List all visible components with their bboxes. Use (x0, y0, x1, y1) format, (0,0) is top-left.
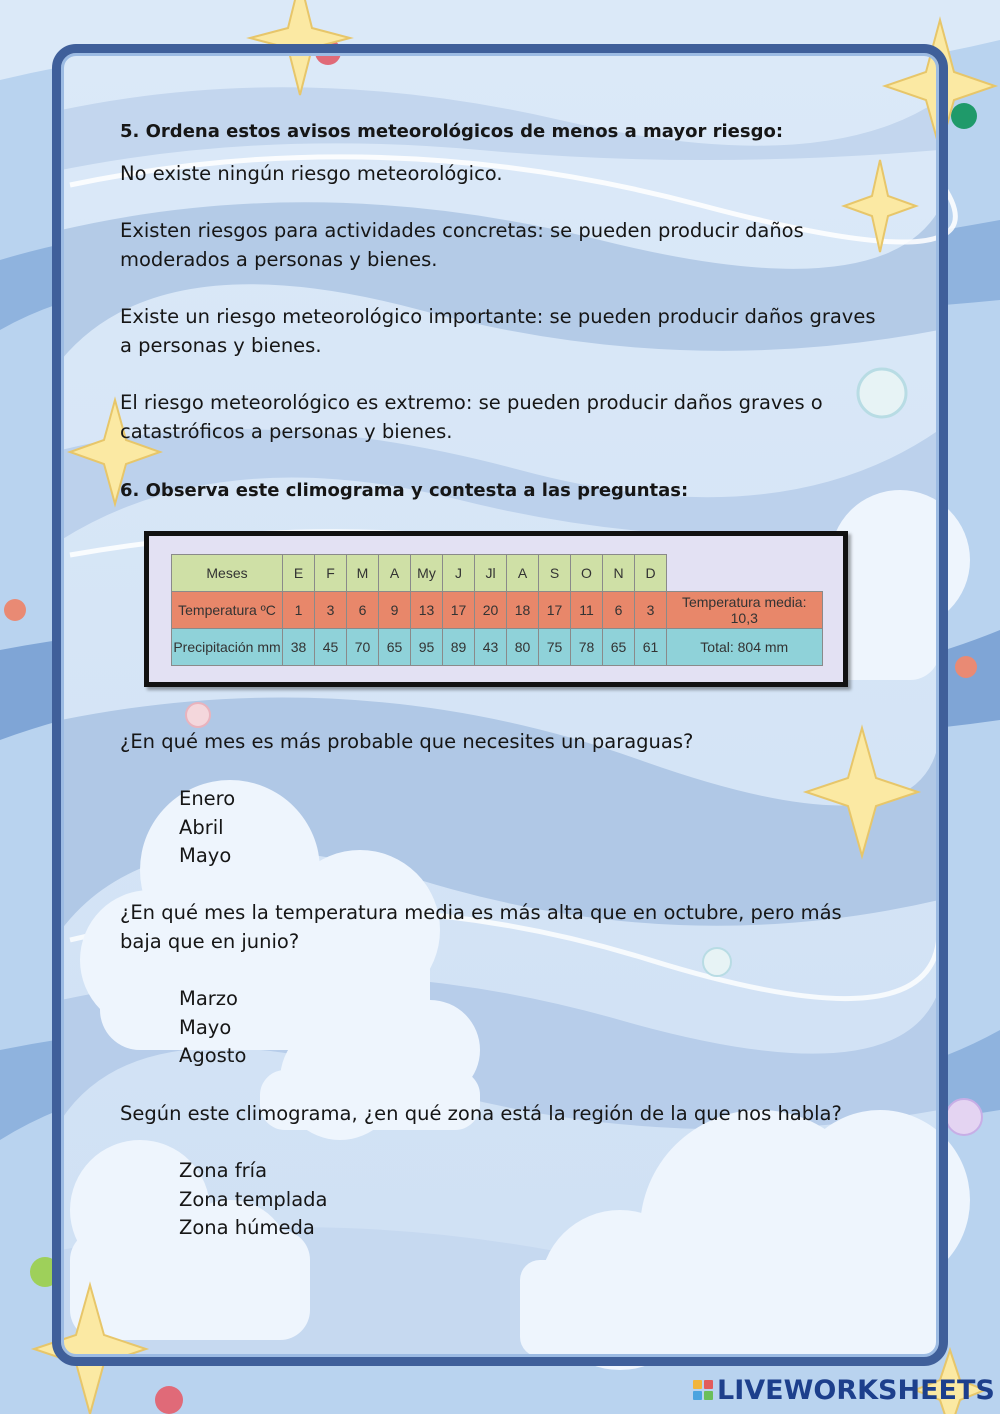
temperature-summary: Temperatura media: 10,3 (667, 592, 823, 629)
month-cell: D (635, 555, 667, 592)
question-2-option-3[interactable]: Agosto (179, 1044, 247, 1067)
precipitation-summary: Total: 804 mm (667, 629, 823, 666)
precipitation-cell: 95 (411, 629, 443, 666)
precipitation-cell: 75 (539, 629, 571, 666)
row-label-precipitacion: Precipitación mm (172, 629, 283, 666)
month-cell: M (347, 555, 379, 592)
q6-title: 6. Observa este climograma y contesta a las preguntas: (120, 480, 689, 501)
precipitation-cell: 65 (379, 629, 411, 666)
empty-cell (667, 555, 823, 592)
question-3-option-1[interactable]: Zona fría (179, 1159, 268, 1182)
precipitation-cell: 38 (283, 629, 315, 666)
months-row (172, 555, 823, 592)
question-1-option-3[interactable]: Mayo (179, 844, 232, 867)
question-1-option-1[interactable]: Enero (179, 787, 236, 810)
temperature-cell: 18 (507, 592, 539, 629)
month-cell: A (379, 555, 411, 592)
q5-item-4[interactable]: El riesgo meteorológico es extremo: se pueden producir daños graves o catastróficos a personas y bienes. (120, 391, 823, 443)
q5-item-2[interactable]: Existen riesgos para actividades concretas: se pueden producir daños moderados a personas y bienes. (120, 219, 804, 271)
question-2-option-2[interactable]: Mayo (179, 1016, 232, 1039)
temperature-cell: 1 (283, 592, 315, 629)
month-cell: N (603, 555, 635, 592)
precipitation-cell: 80 (507, 629, 539, 666)
month-cell: My (411, 555, 443, 592)
question-3-option-3[interactable]: Zona húmeda (179, 1216, 315, 1239)
question-1-option-2[interactable]: Abril (179, 816, 224, 839)
precipitation-cell: 61 (635, 629, 667, 666)
brand-name: LIVEWORKSHEETS (717, 1374, 995, 1406)
month-cell: O (571, 555, 603, 592)
row-label-meses: Meses (172, 555, 283, 592)
liveworksheets-logo[interactable] (693, 1374, 995, 1406)
question-1: ¿En qué mes es más probable que necesites un paraguas? (120, 730, 694, 753)
month-cell: J (443, 555, 475, 592)
temperature-cell: 11 (571, 592, 603, 629)
month-cell: S (539, 555, 571, 592)
precipitation-cell: 43 (475, 629, 507, 666)
temperature-cell: 3 (635, 592, 667, 629)
question-3: Según este climograma, ¿en qué zona está la región de la que nos habla? (120, 1102, 842, 1125)
temperature-cell: 17 (443, 592, 475, 629)
row-label-temperatura: Temperatura ºC (172, 592, 283, 629)
precipitation-cell: 70 (347, 629, 379, 666)
temperature-row (172, 592, 823, 629)
temperature-cell: 6 (603, 592, 635, 629)
temperature-cell: 17 (539, 592, 571, 629)
temperature-cell: 13 (411, 592, 443, 629)
precipitation-cell: 89 (443, 629, 475, 666)
temperature-cell: 20 (475, 592, 507, 629)
precipitation-cell: 45 (315, 629, 347, 666)
month-cell: F (315, 555, 347, 592)
question-3-option-2[interactable]: Zona templada (179, 1188, 328, 1211)
climogram-table (171, 554, 823, 666)
precipitation-cell: 78 (571, 629, 603, 666)
precipitation-cell: 65 (603, 629, 635, 666)
q5-title: 5. Ordena estos avisos meteorológicos de menos a mayor riesgo: (120, 121, 784, 142)
question-2: ¿En qué mes la temperatura media es más alta que en octubre, pero más baja que en junio? (120, 901, 842, 953)
month-cell: Jl (475, 555, 507, 592)
precipitation-row (172, 629, 823, 666)
temperature-cell: 3 (315, 592, 347, 629)
question-2-option-1[interactable]: Marzo (179, 987, 238, 1010)
month-cell: E (283, 555, 315, 592)
month-cell: A (507, 555, 539, 592)
liveworksheets-logo-icon (693, 1380, 713, 1400)
climogram-table-box (144, 531, 848, 687)
q5-item-1[interactable]: No existe ningún riesgo meteorológico. (120, 162, 503, 185)
q5-item-3[interactable]: Existe un riesgo meteorológico importante: se pueden producir daños graves a personas y bienes. (120, 305, 876, 357)
temperature-cell: 6 (347, 592, 379, 629)
temperature-cell: 9 (379, 592, 411, 629)
